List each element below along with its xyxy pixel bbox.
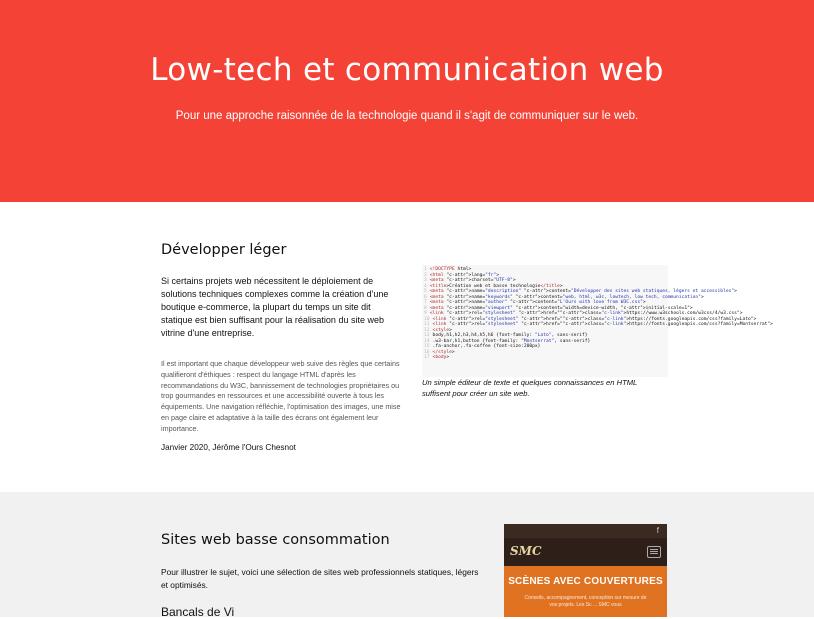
code-line: 9 <link "c-attr">rel="stylesheet" "c-attr">href=""c-attr">class="c-link">https://www.w3schools.com/w3css/4/w3.css"> [424, 311, 743, 316]
hamburger-menu-icon [647, 546, 661, 558]
intro-paragraph: Pour illustrer le sujet, voici une sélection de sites web professionnels statiques, légers et optimisés. [161, 567, 479, 590]
lead-paragraph: Si certains projets web nécessitent le déploiement de solutions techniques complexes comme la création d'une boutique e-commerce, la plupart du temps un site dit statique est bien suffisant pour la réalisation du site web vitrine d'une entreprise. [161, 276, 389, 338]
site-title: Low-tech et communication web [150, 52, 664, 88]
section-heading: Sites web basse consommation [161, 532, 390, 548]
code-line: 4 <title>Création web et basse technologie</title> [424, 283, 563, 289]
code-line: 13 body,h1,h2,h3,h4,h5,h6 {font-family: "Lato", sans-serif} [424, 333, 588, 338]
code-line: 1 <!DOCTYPE html> [424, 267, 472, 272]
section-low-consumption [0, 492, 814, 617]
code-line: 7 <meta "c-attr">name="author" "c-attr">content="L'Ours with love from W3C.css"> [424, 300, 646, 305]
code-caption: Un simple éditeur de texte et quelques connaissances en HTML suffisent pour créer un site web. [422, 378, 638, 398]
section-develop-light [0, 202, 814, 492]
code-line: 14 .w3-bar,h1,button {font-family: "Montserrat", sans-serif} [424, 338, 591, 344]
site-subtitle: Pour une approche raisonnée de la technologie quand il s'agit de communiquer sur le web. [175, 110, 639, 122]
hero-banner [0, 0, 814, 202]
detail-paragraph: Il est important que chaque développeur web suive des règles que certains qualifieront d'éthiques : respect du langage HTML d'après les recommandations du W3C, bannissement de technologies propriétaires ou trop gourmandes en ressources et une accessibilité ouverte à tous les équipements. Une navigation réfléchie, l'optimisation des images, une mise en page claire et adaptative à la taille des écrans ont également leur importance. [161, 359, 401, 433]
site-name-heading: Bancals de Vi [161, 605, 235, 619]
facebook-icon: f [656, 526, 659, 535]
code-line: 10 <link "c-attr">rel="stylesheet" "c-attr">href=""c-attr">class="c-link">https://fonts.googleapis.com/css?family=Lato"> [424, 316, 757, 322]
thumb-subtext: Conseils, accompagnement, conception sur mesure de vos projets. Les Sc ... SMC vous [524, 595, 647, 608]
code-line: 5 <meta "c-attr">name="description" "c-attr">content="Développer des sites web statiques, légers et accessibles"> [424, 289, 737, 294]
code-line: 16 </style> [424, 349, 455, 355]
thumb-top-bar [504, 524, 667, 538]
code-line: 15 .fa-anchor,.fa-coffee {font-size:200px} [424, 344, 541, 349]
thumb-headline: SCÈNES AVEC COUVERTURES [508, 576, 663, 587]
code-screenshot [422, 265, 773, 377]
code-line: 2 <html "c-attr">lang="fr"> [424, 272, 500, 278]
site-preview-thumbnail[interactable] [504, 524, 667, 617]
code-line: 3 <meta "c-attr">charset="UTF-8"> [424, 278, 516, 283]
code-line: 17 <body> [424, 355, 450, 360]
section-heading: Développer léger [161, 242, 287, 258]
thumb-logo: SMC [510, 544, 542, 558]
code-line: 6 <meta "c-attr">name="keywords" "c-attr">content="web, html, w3c, lowtech, low tech, communication"> [424, 294, 704, 300]
code-line: 11 <link "c-attr">rel="stylesheet" "c-attr">href=""c-attr">class="c-link">https://fonts.googleapis.com/css?family=Montserrat"> [424, 322, 773, 327]
author-date: Janvier 2020, Jérôme l'Ours Chesnot [161, 443, 296, 452]
code-line: 8 <meta "c-attr">name="viewport" "c-attr">content="width=device-width, "c-attr">initial-scale=1"> [424, 305, 693, 311]
code-line: 12 <style> [424, 327, 452, 333]
